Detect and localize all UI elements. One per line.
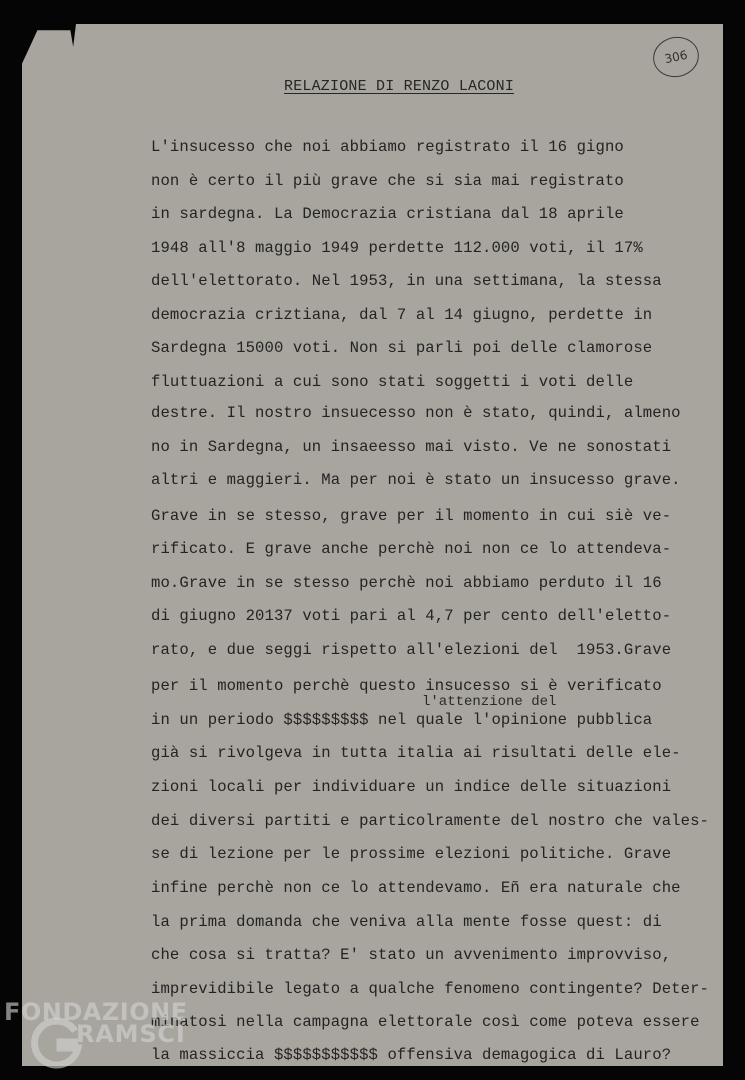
text-line: L'insucesso che noi abbiamo registrato il 16 gigno: [151, 138, 624, 156]
text-line: rato, e due seggi rispetto all'elezioni del 1953.Grave: [151, 641, 672, 659]
text-line: democrazia criztiana, dal 7 al 14 giugno, perdette in: [151, 306, 653, 324]
text-line: di giugno 20137 voti pari al 4,7 per cento dell'eletto-: [151, 607, 672, 625]
text-line: già si rivolgeva in tutta italia ai risultati delle ele-: [151, 744, 681, 762]
document-title: RELAZIONE DI RENZO LACONI: [284, 78, 515, 95]
text-line: minatosi nella campagna elettorale così come poteva essere: [151, 1013, 700, 1031]
interlinear-insertion: l'attenzione del: [422, 694, 557, 710]
text-line: in un periodo $$$$$$$$$ nel quale l'opinione pubblica: [151, 711, 653, 729]
text-line: dei diversi partiti e particolramente del nostro che vales-: [151, 812, 710, 830]
text-line: infine perchè non ce lo attendevamo. Eñ era naturale che: [151, 879, 681, 897]
text-line: 1948 all'8 maggio 1949 perdette 112.000 voti, il 17%: [151, 239, 643, 257]
page-number-stamp: 306: [649, 33, 702, 82]
text-line: rificato. E grave anche perchè noi non ce lo attendeva-: [151, 540, 672, 558]
text-line: in sardegna. La Democrazia cristiana dal 18 aprile: [151, 205, 624, 223]
watermark-line-1: FONDAZIONE: [4, 998, 188, 1026]
text-line: destre. Il nostro insuecesso non è stato, quindi, almeno: [151, 404, 681, 422]
text-line: mo.Grave in se stesso perchè noi abbiamo perduto il 16: [151, 574, 662, 592]
text-line: dell'elettorato. Nel 1953, in una settimana, la stessa: [151, 272, 662, 290]
text-line: per il momento perchè questo insucesso si è verificato: [151, 677, 662, 695]
text-line: la massiccia $$$$$$$$$$$ offensiva demagogica di Lauro?: [151, 1046, 672, 1064]
text-line: no in Sardegna, un insaeesso mai visto. Ve ne sonostati: [151, 438, 672, 456]
text-line: fluttuazioni a cui sono stati soggetti i voti delle: [151, 373, 634, 391]
text-line: che cosa si tratta? E' stato un avvenimento improvviso,: [151, 946, 672, 964]
text-line: altri e maggieri. Ma per noi è stato un insucesso grave.: [151, 471, 681, 489]
text-line: zioni locali per individuare un indice delle situazioni: [151, 778, 672, 796]
watermark-line-2: RAMSCI: [76, 1020, 186, 1048]
text-line: Sardegna 15000 voti. Non si parli poi delle clamorose: [151, 339, 653, 357]
text-line: se di lezione per le prossime elezioni politiche. Grave: [151, 845, 672, 863]
text-line: Grave in se stesso, grave per il momento in cui siè ve-: [151, 507, 672, 525]
text-line: imprevidibile legato a qualche fenomeno contingente? Deter-: [151, 980, 710, 998]
fondazione-gramsci-watermark: [4, 998, 188, 1080]
text-line: non è certo il più grave che si sia mai registrato: [151, 172, 624, 190]
text-line: la prima domanda che veniva alla mente fosse quest: di: [151, 913, 662, 931]
